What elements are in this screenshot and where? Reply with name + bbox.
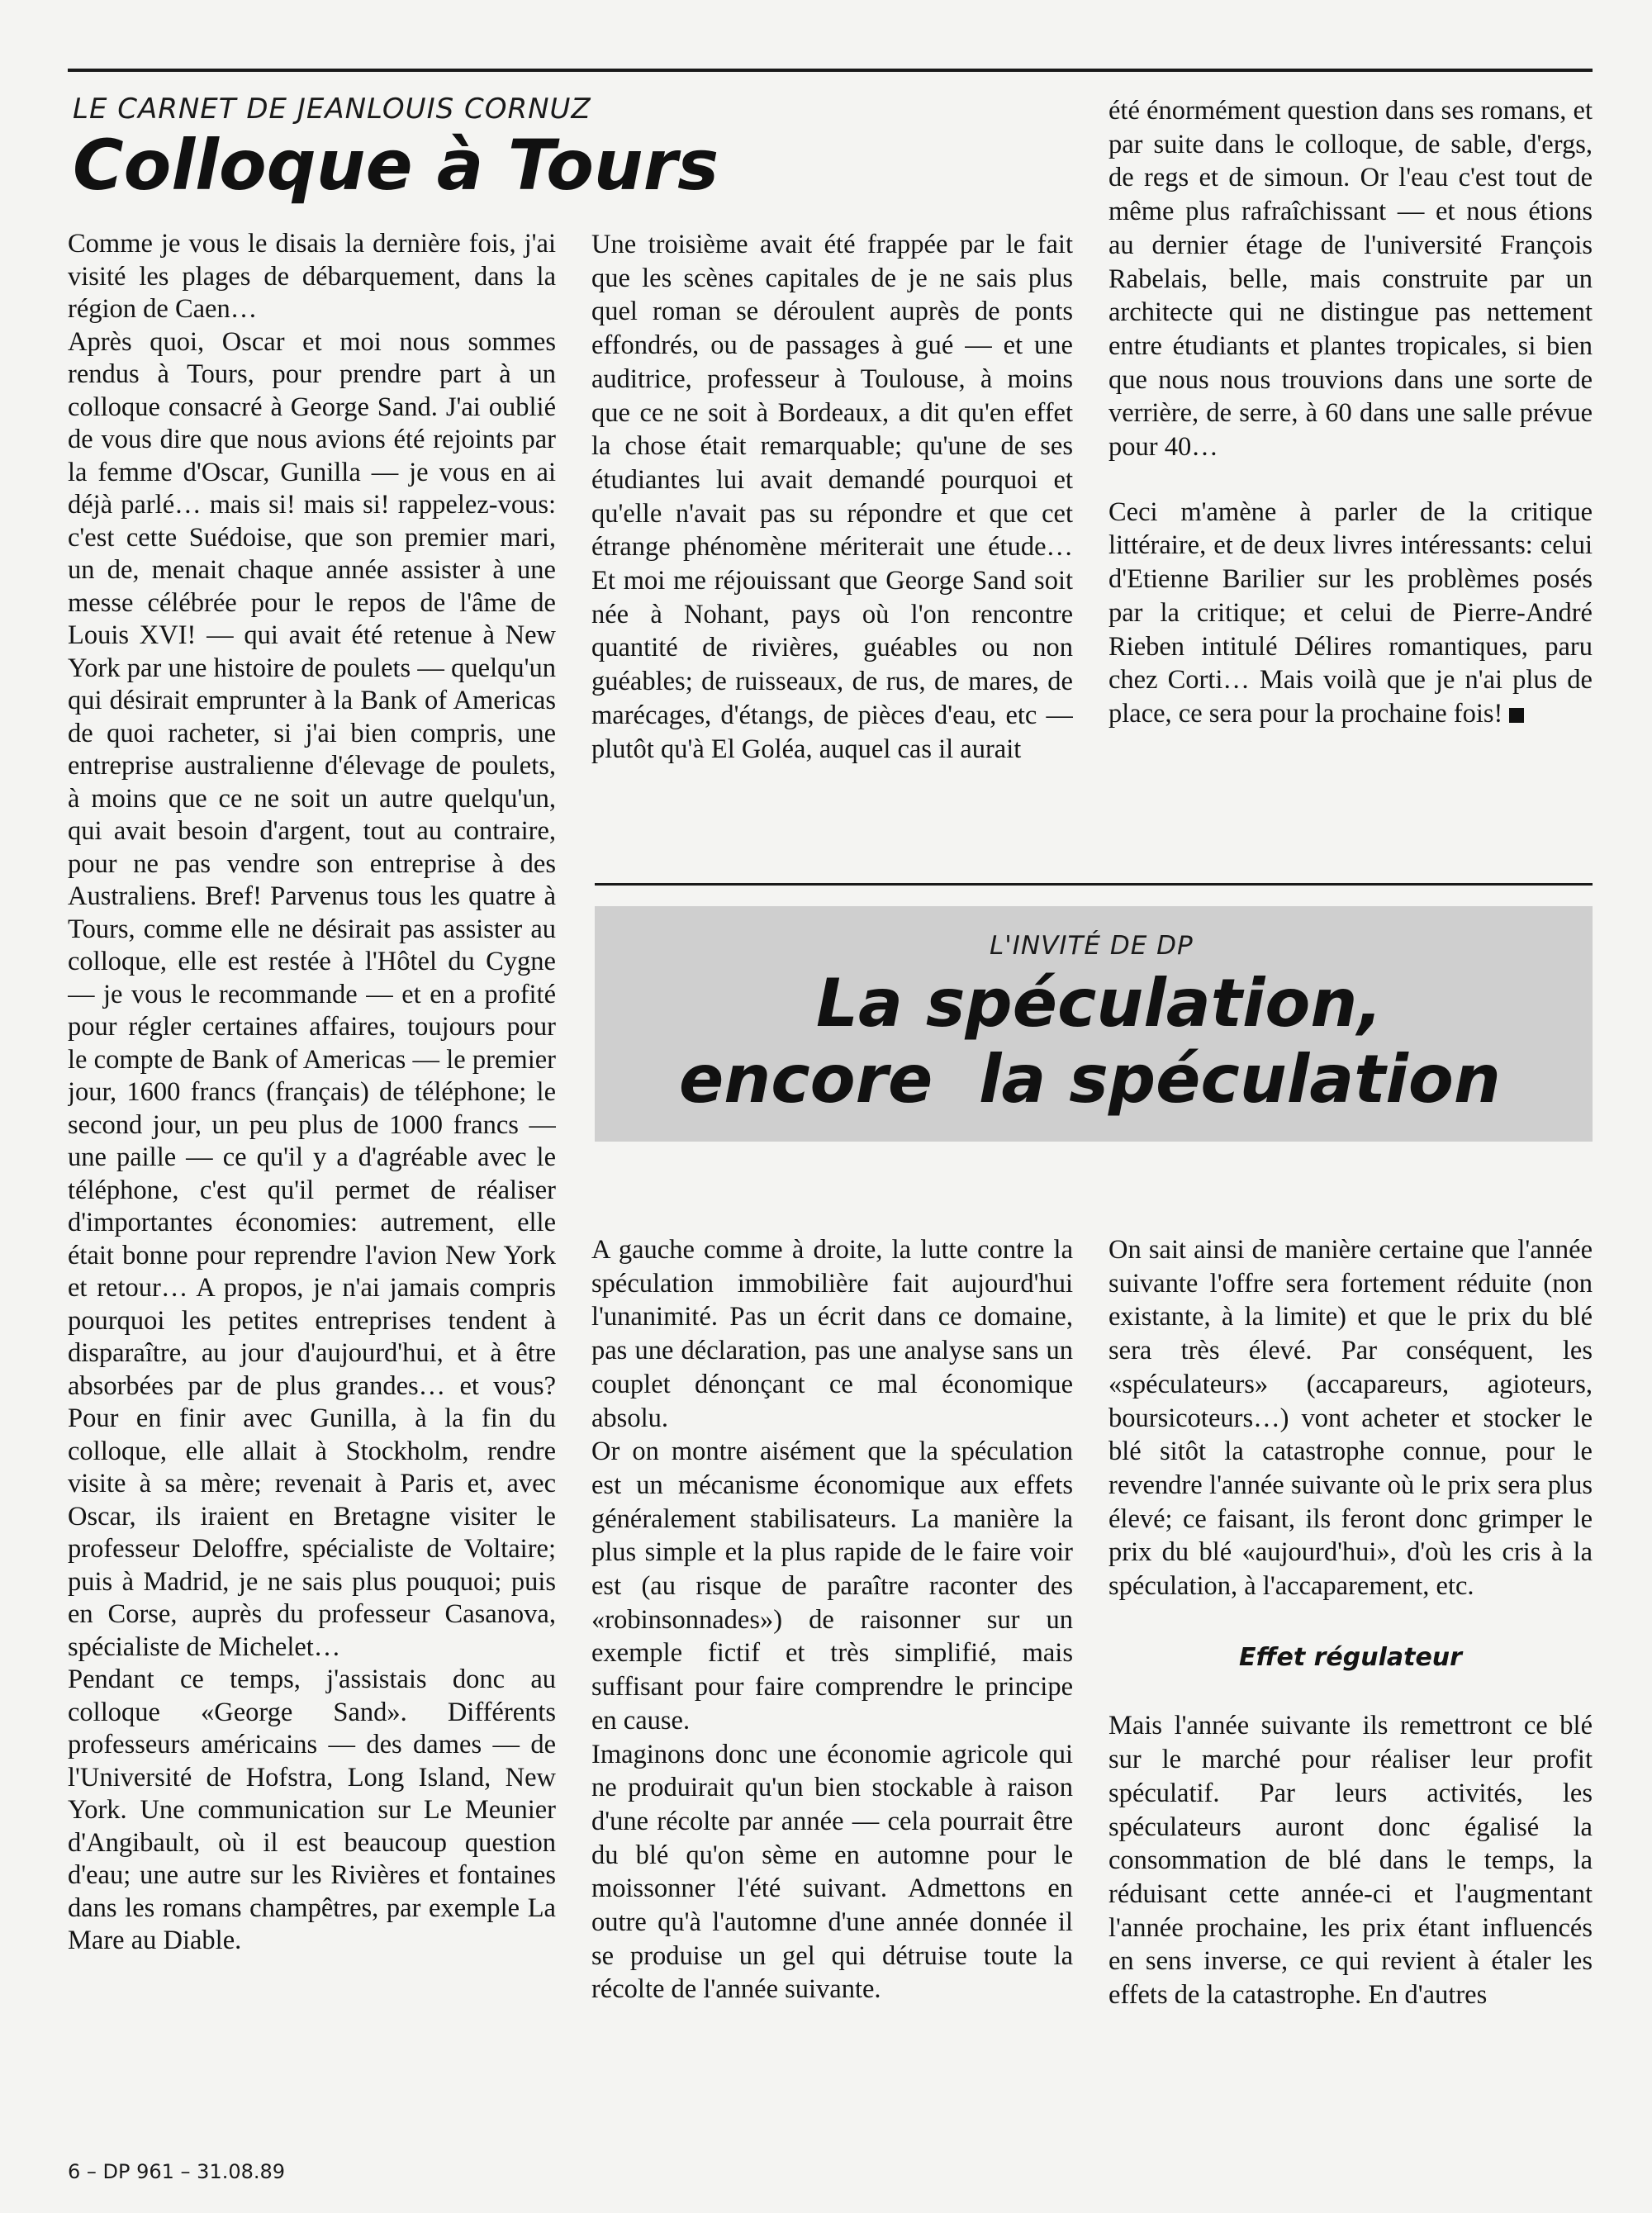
paragraph: Une troisième avait été frappée par le fait que les scènes capitales de je ne sais plus quel roman se déroulent auprès de ponts effondrés, ou de passages à gué — et une auditrice, professeur à Toulouse, à moins que ce ne soit à Bordeaux, a dit qu'en effet la chose était remarquable; qu'une de ses étudiantes lui avait demandé pourquoi et qu'elle n'avait pas su répondre et que cet étrange phénomène mériterait une étude… Et moi me réjouissant que George Sand soit née à Nohant, pays où l'on rencontre quantité de rivières, guéables ou non guéables; de ruisseaux, de rus, de mares, de marécages, d'étangs, de pièces d'eau, etc — plutôt qu'à El Goléa, auquel cas il aurait (591, 230, 1073, 764)
article1-column-3 (1108, 94, 1593, 838)
paragraph: A gauche comme à droite, la lutte contre la spéculation immobilière fait aujourd'hui l'unanimité. Pas un écrit dans ce domaine, pas une déclaration, pas une analyse sans un couplet dénonçant ce mal économique absolu. (591, 1235, 1073, 1433)
article2-title-box (595, 906, 1593, 1142)
paragraph: été énormément question dans ses romans, et par suite dans le colloque, de sable, d'ergs, de regs et de simoun. Or l'eau c'est tout de même plus rafraîchissant — et nous étions au dernier étage de l'université François Rabelais, belle, mais construite par un architecte qui ne distingue pas nettement entre étudiants et plantes tropicales, si bien que nous nous trouvions dans une sorte de verrière, de serre, à 60 dans une salle prévue pour 40… (1108, 96, 1593, 463)
article2-title-line-1: La spéculation, (816, 965, 1383, 1042)
article2-title-line-2: encore la spéculation (679, 1041, 1501, 1118)
paragraph: On sait ainsi de manière certaine que l'année suivante l'offre sera fortement réduite (non existante, à la limite) et que le prix du blé sera très élevé. Par conséquent, les «spéculateurs» (accapareurs, agioteurs, boursicoteurs…) vont acheter et stocker le blé sitôt la catastrophe connue, pour le revendre l'année suivante où le prix sera plus élevé; ce faisant, ils feront donc grimper le prix du blé «aujourd'hui», d'où les cris à la spéculation, à l'accaparement, etc. (1108, 1235, 1593, 1602)
paragraph: Pendant ce temps, j'assistais donc au colloque «George Sand». Différents professeurs américains — des dames — de l'Université de Hofstra, Long Island, New York. Une communication sur Le Meunier d'Angibault, où il est beaucoup question d'eau; une autre sur les Rivières et fontaines dans les romans champêtres, par exemple La Mare au Diable. (68, 1664, 556, 1955)
article2-column-1 (591, 1233, 1073, 2150)
article2-column-2 (1108, 1233, 1593, 2150)
page-footer: 6 – DP 961 – 31.08.89 (68, 2160, 286, 2183)
article1-column-1 (68, 228, 556, 2144)
end-mark (1509, 708, 1524, 723)
article1-title: Colloque à Tours (73, 125, 719, 206)
paragraph: Comme je vous le disais la dernière fois, j'ai visité les plages de débarquement, dans la région de Caen… (68, 229, 556, 324)
article2-kicker: L'INVITÉ DE DP (990, 931, 1194, 961)
paragraph: Après quoi, Oscar et moi nous sommes rendus à Tours, pour prendre part à un colloque consacré à George Sand. J'ai oublié de vous dire que nous avions été rejoints par la femme d'Oscar, Gunilla — je vous en ai déjà parlé… mais si! mais si! rappelez-vous: c'est cette Suédoise, que son premier mari, un de, menait chaque année assister à une messe célébrée pour le repos de l'âme de Louis XVI! — qui avait été retenue à New York par une histoire de poulets — quelqu'un qui désirait emprunter à la Bank of Americas de quoi racheter, si j'ai bien compris, une entreprise australienne d'élevage de poulets, à moins que ce ne soit un autre quelqu'un, qui avait besoin d'argent, tout au contraire, pour ne pas vendre son entreprise à des Australiens. Bref! Parvenus tous les quatre à Tours, comme elle ne désirait pas assister au colloque, elle est restée à l'Hôtel du Cygne — je vous le recommande — et en a profité pour régler certaines affaires, toujours pour le compte de Bank of Americas — le premier jour, 1600 francs (français) de téléphone; le second jour, un peu plus de 1000 francs — une paille — ce qu'il y a d'agréable avec le téléphone, c'est qu'il permet de réaliser d'importantes économies: autrement, elle était bonne pour reprendre l'avion New York et retour… A propos, je n'ai jamais compris pourquoi les petites entreprises tendent à disparaître, au jour d'aujourd'hui, et à être absorbées par de plus grandes… et vous? Pour en finir avec Gunilla, à la fin du colloque, elle allait à Stockholm, rendre visite à sa mère; revenait à Paris et, avec Oscar, ils iraient en Bretagne visiter le professeur Deloffre, spécialiste de Voltaire; puis à Madrid, je ne sais plus pouquoi; puis en Corse, auprès du professeur Casanova, spécialiste de Michelet… (68, 326, 556, 1662)
article2-rule (595, 883, 1593, 886)
paragraph: Or on montre aisément que la spéculation est un mécanisme économique aux effets généralement stabilisateurs. La manière la plus simple et la plus rapide de le faire voir est (au risque de paraître raconter des «robinsonnades») de raisonner sur un exemple fictif et très simplifié, mais suffisant pour faire comprendre le principe en cause. (591, 1437, 1073, 1736)
paragraph: Imaginons donc une économie agricole qui ne produirait qu'un bien stockable à raison d'une récolte par année — cela pourrait être du blé qu'on sème en automne pour le moissonner l'été suivant. Admettons en outre qu'à l'automne d'une année donnée il se produise un gel qui détruise toute la récolte de l'année suivante. (591, 1739, 1073, 2005)
paragraph: Ceci m'amène à parler de la critique littéraire, et de deux livres intéressants: celui d'Etienne Barilier sur les problèmes posés par la critique; et celui de Pierre-André Rieben intitulé Délires romantiques, paru chez Corti… Mais voilà que je n'ai plus de place, ce sera pour la prochaine fois! (1108, 496, 1593, 729)
paragraph: Mais l'année suivante ils remettront ce blé sur le marché pour réaliser leur profit spéculatif. Par leurs activités, les spéculateurs auront donc égalisé la consommation de blé dans le temps, la réduisant cette année-ci et l'augmentant l'année prochaine, les prix étant influencés en sens inverse, ce qui revient à étaler les effets de la catastrophe. En d'autres (1108, 1711, 1593, 2011)
subheading: Effet régulateur (1239, 1642, 1462, 1672)
article1-column-2 (591, 228, 1073, 839)
article1-kicker: LE CARNET DE JEANLOUIS CORNUZ (73, 93, 591, 126)
top-rule (68, 69, 1593, 72)
